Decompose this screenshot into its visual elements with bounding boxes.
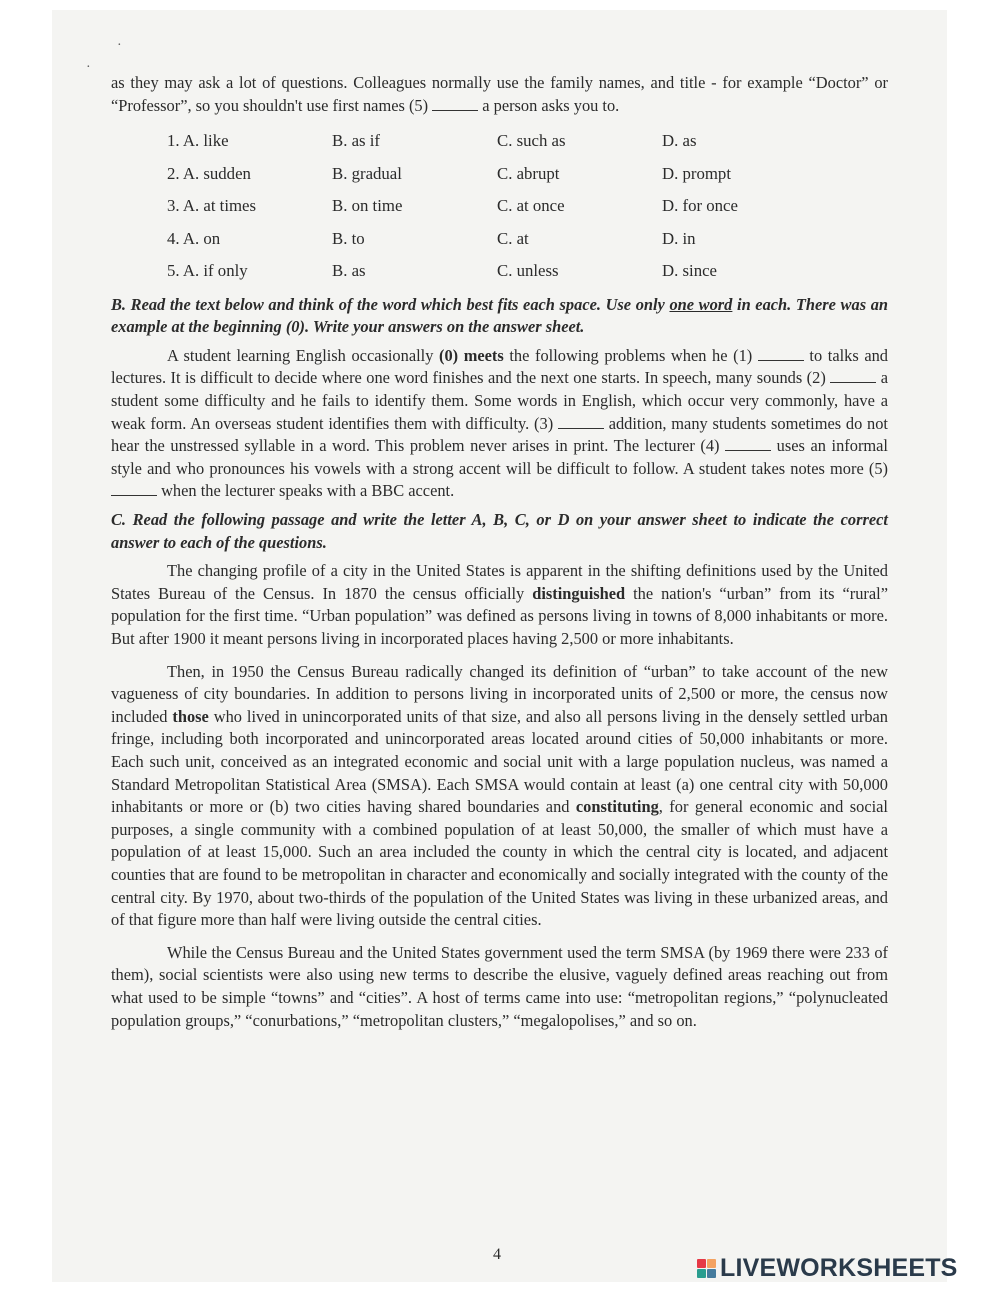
option-a: 3. A. at times [167, 196, 257, 216]
passage-text: A student learning English occasionally [167, 345, 439, 365]
option-c: C. such as [497, 131, 566, 151]
section-c-paragraph-2 [111, 661, 888, 932]
option-a: 1. A. like [167, 131, 229, 151]
brand-name: LIVEWORKSHEETS [720, 1254, 958, 1282]
section-c-paragraph-1 [111, 560, 888, 650]
option-d: D. since [662, 261, 717, 281]
passage-text: Then, in 1950 the Census Bureau radically changed its definition of “urban” to take account of the new vagueness of city boundaries. In addition to persons living in incorporated units of 2,500 or more, the census now included [111, 661, 888, 726]
passage-text: who lived in unincorporated units of that size, and also all persons living in the densely settled urban fringe, including both incorporated and unincorporated areas located around cities of 50,000 inhabitants or more. Each such unit, conceived as an integrated economic and social unit with a large population nucleus, was named a Standard Metropolitan Statistical Area (SMSA). Each SMSA would contain at least (a) one central city with 50,000 inhabitants or more or (b) two cities having shared boundaries and [111, 706, 888, 817]
option-d: D. as [662, 131, 697, 151]
passage-text: a student some difficulty and he fails to identify them. Some words in English, which occur very commonly, have a weak form. An overseas student identifies them with difficulty. (3) [111, 368, 888, 433]
option-b: B. to [332, 228, 365, 248]
option-row [167, 125, 888, 158]
answer-blank [432, 96, 478, 111]
highlighted-word: constituting [575, 797, 659, 817]
option-b: B. on time [332, 196, 403, 216]
section-b-instr-underlined: one word [669, 294, 733, 314]
option-a: 4. A. on [167, 228, 221, 248]
option-d: D. in [662, 228, 696, 248]
answer-blank [558, 414, 604, 429]
liveworksheets-logo [697, 1254, 958, 1283]
answer-blank [830, 368, 876, 383]
answer-blank [758, 346, 804, 361]
option-row [167, 255, 888, 288]
option-c: C. at [497, 228, 529, 248]
option-a: 2. A. sudden [167, 163, 251, 183]
passage-text: the following problems when he (1) [503, 345, 758, 365]
section-b-instr-1: B. Read the text below and think of the word which best fits each space. Use only [111, 294, 670, 314]
section-b-instr-2: in each. There was an example at the beginning (0). Write your answers on the answer sheet. [111, 294, 888, 337]
section-b-instruction [111, 294, 888, 339]
passage-text: to talks and lectures. It is difficult to decide where one word finishes and the next one starts. In speech, many sounds (2) [111, 345, 889, 388]
option-d: D. prompt [662, 163, 731, 183]
logo-icon [697, 1259, 716, 1278]
section-c-instruction: C. Read the following passage and write the letter A, B, C, or D on your answer sheet to indicate the correct answer to each of the questions. [111, 510, 888, 552]
option-c: C. abrupt [497, 163, 560, 183]
intro-text-2: a person asks you to. [478, 95, 620, 115]
option-b: B. gradual [332, 163, 402, 183]
intro-paragraph [111, 72, 888, 117]
option-a: 5. A. if only [167, 261, 248, 281]
page-number: 4 [493, 1246, 501, 1263]
option-b: B. as if [332, 131, 381, 151]
passage-text: the nation's “urban” from its “rural” population for the first time. “Urban population” was defined as persons living in towns of 8,000 inhabitants or more. But after 1900 it meant persons living in incorporated places having 2,500 or more inhabitants. [111, 583, 888, 648]
option-b: B. as [332, 261, 366, 281]
option-row [167, 223, 888, 256]
passage-text: The changing profile of a city in the United States is apparent in the shifting definitions used by the United States Bureau of the Census. In 1870 the census officially [111, 561, 888, 603]
option-row [167, 190, 888, 223]
section-b-passage [111, 345, 888, 503]
passage-text: , for general economic and social purposes, a single community with a combined population of at least 50,000, the smaller of which must have a population of at least 15,000. Such an area included the county in which the central city is located, and adjacent counties that are found to be metropolitan in character and economically and socially integrated with the county of the central city. By 1970, about two-thirds of the population of the United States was living in these urbanized areas, and of that figure more than half were living outside the central cities. [111, 797, 888, 930]
example-answer: (0) meets [439, 345, 504, 365]
scan-mark: · [117, 38, 122, 53]
section-c-paragraph-3: While the Census Bureau and the United States government used the term SMSA (by 1969 there were 233 of them), social scientists were also using new terms to describe the elusive, vaguely defined areas reaching out from what used to be simple “towns” and “cities”. A host of terms came into use: “metropolitan regions,” “polynucleated population groups,” “conurbations,” “metropolitan clusters,” “megalopolises,” and so on. [111, 942, 888, 1030]
option-c: C. at once [497, 196, 565, 216]
option-c: C. unless [497, 261, 559, 281]
passage-text: uses an informal style and who pronounces his vowels with a strong accent will be difficult to follow. A student takes notes more (5) [111, 436, 888, 478]
highlighted-word: those [172, 706, 209, 726]
intro-text-1: as they may ask a lot of questions. Colleagues normally use the family names, and title - for example “Doctor” or “Professor”, so you shouldn't use first names (5) [111, 73, 888, 115]
answer-blank [725, 436, 771, 451]
option-d: D. for once [662, 196, 738, 216]
scan-mark: · [86, 60, 91, 75]
highlighted-word: distinguished [532, 583, 626, 603]
document-body [111, 72, 888, 1032]
passage-text: when the lecturer speaks with a BBC accent. [157, 481, 455, 501]
multiple-choice-options [167, 125, 888, 288]
answer-blank [111, 481, 157, 496]
option-row [167, 158, 888, 191]
passage-text: addition, many students sometimes do not hear the unstressed syllable in a word. This problem never arises in print. The lecturer (4) [111, 413, 888, 456]
